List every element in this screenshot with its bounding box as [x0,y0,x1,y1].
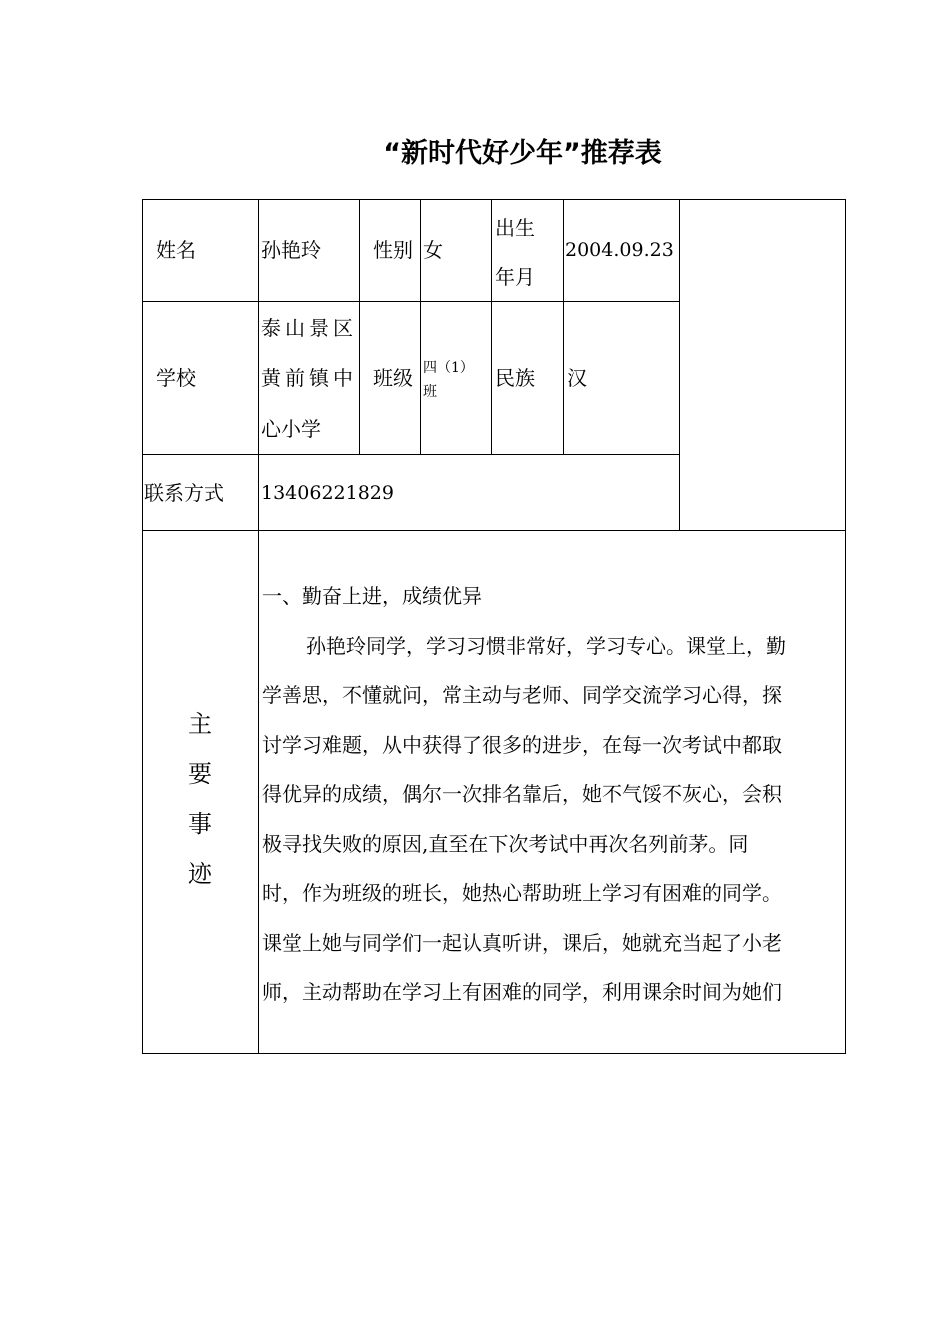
name-value: 孙艳玲 [261,238,321,262]
deeds-paragraph-line: 得优异的成绩，偶尔一次排名靠后，她不气馁不灰心，会积 [262,782,782,806]
birth-label-line-1: 出生 [495,216,535,240]
ethnicity-value: 汉 [567,366,587,390]
school-value-line-2: 黄前镇中 [261,366,357,390]
column-divider-4 [491,199,492,455]
deeds-label-char: 迹 [188,860,212,888]
class-value-line-1: 四（1） [423,360,474,376]
column-divider-label [258,199,259,1054]
deeds-paragraph-line: 讨学习难题，从中获得了很多的进步，在每一次考试中都取 [262,732,782,757]
column-divider-3 [420,199,421,455]
gender-label: 性别 [373,238,413,262]
deeds-paragraph-line: 极寻找失败的原因,直至在下次考试中再次名列前茅。同 [262,831,749,856]
gender-value: 女 [423,238,443,262]
school-value-line-1: 泰山景区 [261,316,357,340]
row-divider-3 [142,530,846,531]
deeds-heading: 一、勤奋上进，成绩优异 [262,584,482,608]
deeds-paragraph-line: 课堂上她与同学们一起认真听讲，课后，她就充当起了小老 [262,930,782,955]
class-value-line-2: 班 [423,384,437,400]
birth-date-value: 2004.09.23 [565,239,674,261]
contact-label: 联系方式 [144,480,224,505]
class-label: 班级 [373,366,413,390]
deeds-content [262,572,844,1018]
deeds-label-char: 主 [188,710,212,738]
photo-cell [680,200,845,530]
column-divider-2 [359,199,360,455]
deeds-label-char: 事 [188,810,212,838]
birth-label-line-2: 年月 [495,265,535,289]
name-label: 姓名 [156,238,196,262]
ethnicity-label: 民族 [495,366,535,390]
deeds-paragraph-line: 孙艳玲同学，学习习惯非常好，学习专心。课堂上，勤 [306,633,786,658]
column-divider-5 [563,199,564,455]
deeds-paragraph-line: 师，主动帮助在学习上有困难的同学，利用课余时间为她们 [262,980,782,1004]
contact-value: 13406221829 [261,481,394,504]
recommendation-form-table [142,199,846,1054]
table-border-right [845,199,846,1054]
school-label: 学校 [156,366,196,390]
deeds-paragraph-line: 时，作为班级的班长，她热心帮助班上学习有困难的同学。 [262,881,782,905]
table-border-bottom [142,1053,846,1054]
deeds-paragraph-line: 学善思，不懂就问，常主动与老师、同学交流学习心得，探 [262,683,782,707]
deeds-label-char: 要 [188,760,212,788]
table-border-left [142,199,143,1054]
school-value-line-3: 心小学 [261,417,321,441]
form-title: “新时代好少年”推荐表 [383,138,662,169]
deeds-vertical-label [142,699,258,899]
